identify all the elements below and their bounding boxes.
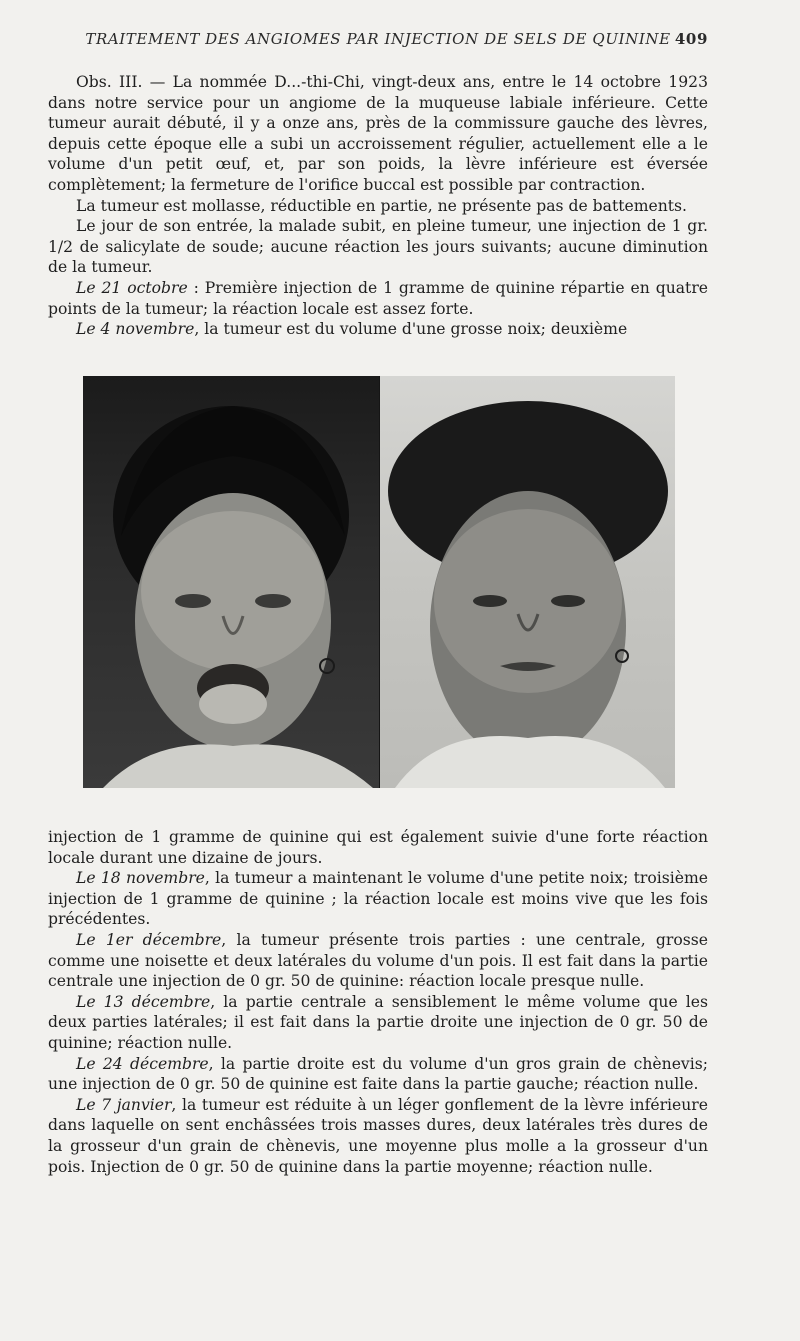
paragraph-text: Le jour de son entrée, la malade subit, en pleine tumeur, une injection de 1 gr. 1/2 de salicylate de soude; aucune réaction les jours suivants; aucune diminution de la tumeur.: [48, 217, 708, 277]
paragraph-text: injection de 1 gramme de quinine qui est également suivie d'une forte réaction locale durant une dizaine de jours.: [48, 828, 708, 867]
paragraph-date: Le 24 décembre: [76, 1054, 209, 1073]
paragraph: [48, 827, 708, 868]
patient-photographs: [83, 376, 675, 788]
paragraph-text: La tumeur est mollasse, réductible en partie, ne présente pas de battements.: [76, 196, 687, 215]
paragraph-text: , la tumeur est réduite à un léger gonflement de la lèvre inférieure dans laquelle on sent enchâssées trois masses dures, deux latérales très dures de la grosseur d'un grain de chènevis, une moyenne plus molle a la grosseur d'un pois. Injection de 0 gr. 50 de quinine dans la partie moyenne; réaction nulle.: [48, 1095, 708, 1176]
paragraph-date: Le 4 novembre: [76, 320, 195, 339]
text-block-top: [48, 72, 708, 340]
paragraph: [48, 319, 708, 340]
paragraph-text: : Première injection de 1 gramme de quinine répartie en quatre points de la tumeur; la réaction locale est assez forte.: [48, 278, 708, 318]
paragraph-text: , la tumeur est du volume d'une grosse noix; deuxième: [194, 320, 628, 339]
paragraph-lead: Obs. III.: [76, 73, 143, 91]
paragraph-date: Le 21 octobre: [76, 278, 188, 297]
paragraph: [48, 216, 708, 278]
header-title: TRAITEMENT DES ANGIOMES PAR INJECTION DE SELS DE QUININE: [85, 30, 671, 48]
paragraph: [48, 930, 708, 992]
page-number: 409: [674, 30, 708, 48]
paragraph: [48, 196, 708, 217]
running-header: [48, 30, 708, 48]
paragraph: [48, 868, 708, 930]
paragraph-text: , la tumeur présente trois parties : une centrale, grosse comme une noisette et deux latérales du volume d'un pois. Il est fait dans la partie centrale une injection de 0 gr. 50 de quinine: réaction locale presque nulle.: [48, 930, 708, 991]
paragraph-text: , la partie centrale a sensiblement le même volume que les deux parties latérales; il est fait dans la partie droite une injection de 0 gr. 50 de quinine; réaction nulle.: [48, 992, 708, 1052]
paragraph-date: Le 18 novembre: [76, 869, 205, 888]
text-block-bottom: [48, 827, 708, 1177]
photo-after-treatment: [380, 376, 675, 788]
photo-before-treatment: [83, 376, 379, 788]
paragraph: [48, 1095, 708, 1177]
paragraph-text: , la tumeur a maintenant le volume d'une petite noix; troisième injection de 1 gramme de quinine ; la réaction locale est moins vive que les fois précédentes.: [48, 869, 708, 929]
paragraph-date: Le 13 décembre: [76, 992, 211, 1011]
paragraph: [48, 278, 708, 319]
paragraph-date: Le 7 janvier: [76, 1095, 172, 1114]
paragraph-text: , la partie droite est du volume d'un gros grain de chènevis; une injection de 0 gr. 50 de quinine est faite dans la partie gauche; réaction nulle.: [48, 1054, 708, 1094]
paragraph-date: Le 1er décembre: [76, 930, 222, 949]
paragraph: [48, 1054, 708, 1095]
paragraph: [48, 72, 708, 196]
paragraph-text: — La nommée D...-thi-Chi, vingt-deux ans, entre le 14 octobre 1923 dans notre service pour un angiome de la muqueuse labiale inférieure. Cette tumeur aurait débuté, il y a onze ans, près de la commissure gauche des lèvres, depuis cette époque elle a subi un accroissement régulier, actuellement elle a le volume d'un petit œuf, et, par son poids, la lèvre inférieure est éversée complètement; la fermeture de l'orifice buccal est possible par contraction.: [48, 73, 708, 194]
paragraph: [48, 992, 708, 1054]
